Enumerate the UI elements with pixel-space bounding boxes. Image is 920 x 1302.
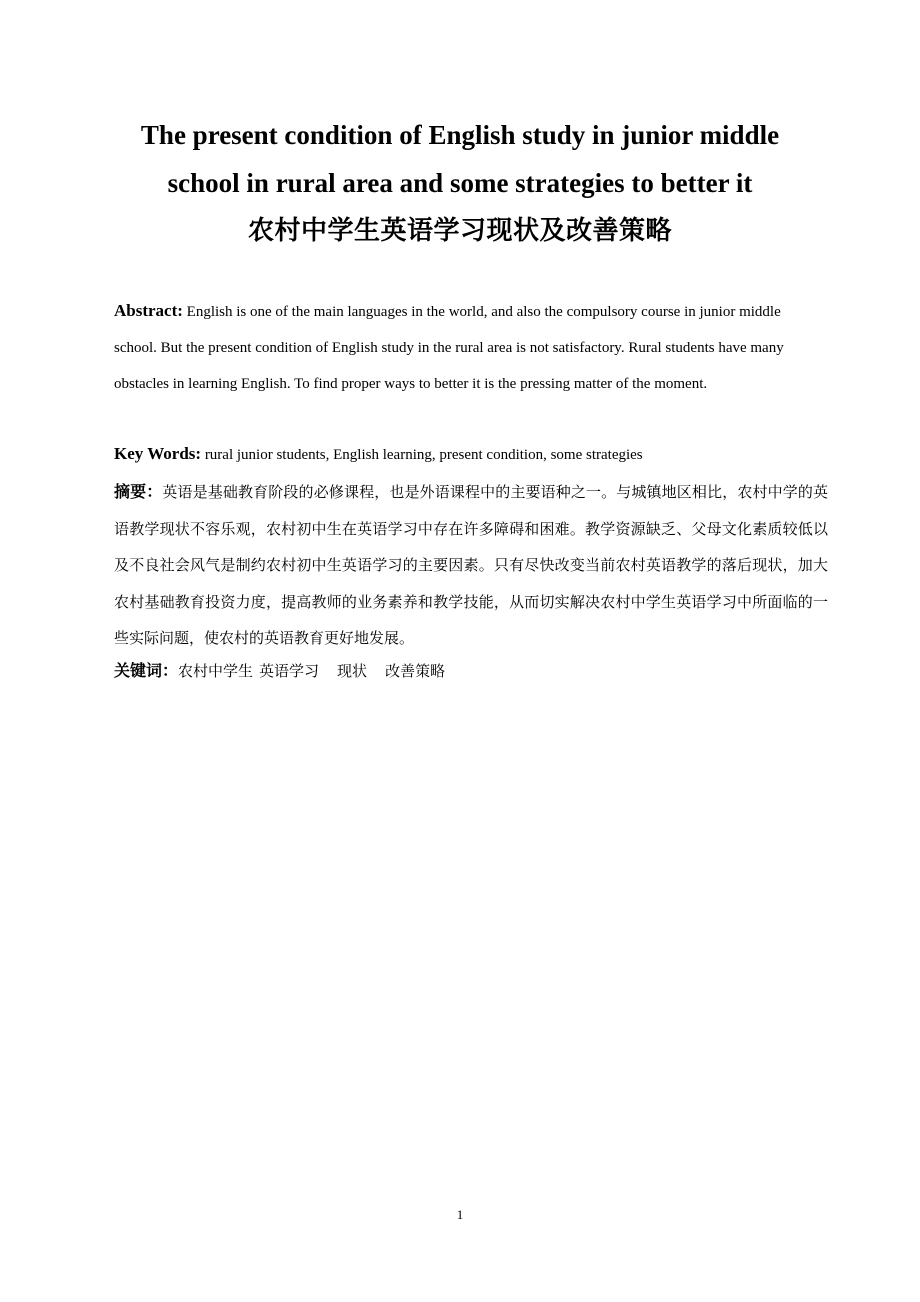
keywords-chinese-label: 关键词： <box>114 661 179 680</box>
keyword-chinese-item: 现状 <box>337 662 368 680</box>
abstract-english-label: Abstract: <box>114 301 183 320</box>
keyword-chinese-item: 改善策略 <box>385 662 446 680</box>
title-chinese: 农村中学生英语学习现状及改善策略 <box>247 216 672 246</box>
abstract-english <box>114 293 824 402</box>
abstract-english-text: English is one of the main languages in the world, and also the compulsory course in junior middle school. But the present condition of English study in the rural area is not satisfactory. Rural students have many obstacles in learning English. To find proper ways to better it is the pressing matter of the moment. <box>114 304 784 392</box>
title-english-line-1: The present condition of English study in junior middle <box>140 120 780 150</box>
title-english-line-2: school in rural area and some strategies to better it <box>167 168 753 198</box>
abstract-chinese-label: 摘要： <box>114 482 163 501</box>
keyword-chinese-item: 英语学习 <box>259 662 320 680</box>
page-number: 1 <box>456 1207 464 1222</box>
abstract-chinese-text: 英语是基础教育阶段的必修课程，也是外语课程中的主要语种之一。与城镇地区相比，农村中学的英语教学现状不容乐观，农村初中生在英语学习中存在许多障碍和困难。教学资源缺乏、父母文化素质较低以及不良社会风气是制约农村初中生英语学习的主要因素。只有尽快改变当前农村英语教学的落后现状，加大农村基础教育投资力度，提高教师的业务素养和教学技能，从而切实解决农村中学生英语学习中所面临的一些实际问题，使农村的英语教育更好地发展。 <box>114 483 828 648</box>
keyword-chinese-item: 农村中学生 <box>178 662 254 680</box>
keywords-english-text: rural junior students, English learning, present condition, some strategies <box>204 447 643 463</box>
keywords-chinese <box>114 655 824 687</box>
keywords-english-label: Key Words: <box>114 444 202 463</box>
abstract-chinese <box>114 474 828 657</box>
keywords-english <box>114 438 824 471</box>
